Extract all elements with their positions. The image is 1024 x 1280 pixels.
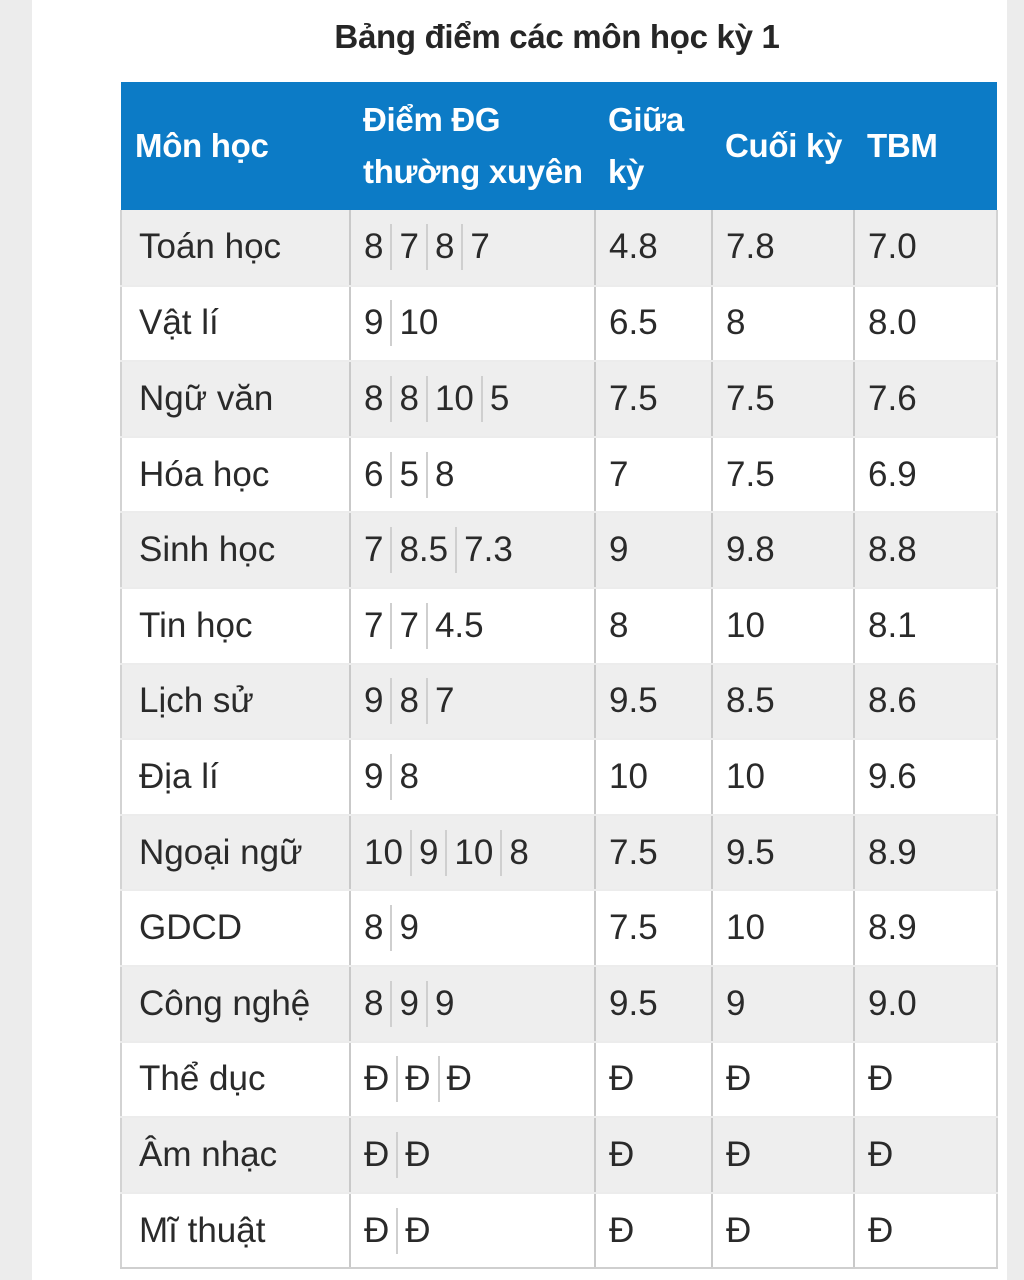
midterm-cell: 6.5 — [595, 286, 712, 362]
regular-score: 7 — [364, 530, 384, 570]
header-midterm-line2: kỳ — [608, 153, 645, 190]
regular-scores-cell — [350, 512, 595, 588]
final-cell: 7.5 — [712, 437, 854, 513]
average-cell: 7.6 — [854, 361, 997, 437]
regular-score: 4.5 — [426, 603, 491, 649]
regular-score: 10 — [364, 832, 403, 872]
regular-scores-cell — [350, 1193, 595, 1269]
regular-scores-cell — [350, 1117, 595, 1193]
regular-score: 7 — [461, 224, 496, 270]
regular-score: 8 — [364, 983, 384, 1023]
header-regular-line2: thường xuyên — [363, 153, 583, 190]
regular-score: 5 — [481, 376, 516, 422]
header-row — [121, 82, 997, 210]
regular-scores-group — [364, 830, 536, 876]
average-cell: Đ — [854, 1042, 997, 1118]
regular-scores-group — [364, 905, 426, 951]
regular-score: 8 — [500, 830, 535, 876]
midterm-cell: 9 — [595, 512, 712, 588]
header-midterm-line1: Giữa — [608, 101, 684, 138]
regular-scores-group — [364, 300, 445, 346]
table-row — [121, 512, 997, 588]
regular-score: 9 — [364, 303, 384, 343]
regular-score: 9 — [426, 981, 461, 1027]
midterm-cell: Đ — [595, 1193, 712, 1269]
regular-scores-cell — [350, 437, 595, 513]
table-row — [121, 1117, 997, 1193]
regular-score: Đ — [396, 1208, 437, 1254]
average-cell: 8.6 — [854, 664, 997, 740]
midterm-cell: 8 — [595, 588, 712, 664]
average-cell: Đ — [854, 1193, 997, 1269]
regular-score: 7 — [390, 603, 425, 649]
regular-score: 9 — [390, 905, 425, 951]
regular-score: 9 — [390, 981, 425, 1027]
table-row — [121, 588, 997, 664]
header-subject-label: Môn học — [135, 127, 269, 164]
table-row — [121, 1042, 997, 1118]
regular-score: Đ — [364, 1059, 390, 1099]
final-cell: 9 — [712, 966, 854, 1042]
header-regular-line1: Điểm ĐG — [363, 101, 501, 138]
header-regular-scores — [350, 82, 595, 210]
subject-cell: Âm nhạc — [121, 1117, 350, 1193]
average-cell: 9.0 — [854, 966, 997, 1042]
midterm-cell: Đ — [595, 1117, 712, 1193]
regular-scores-group — [364, 603, 491, 649]
regular-scores-cell — [350, 966, 595, 1042]
regular-score: Đ — [438, 1056, 479, 1102]
average-cell: 8.8 — [854, 512, 997, 588]
regular-scores-group — [364, 452, 461, 498]
table-row — [121, 361, 997, 437]
regular-score: 8 — [426, 452, 461, 498]
page-title: Bảng điểm các môn học kỳ 1 — [334, 18, 780, 55]
midterm-cell: 7.5 — [595, 815, 712, 891]
table-row — [121, 286, 997, 362]
table-row — [121, 664, 997, 740]
regular-scores-cell — [350, 286, 595, 362]
regular-scores-group — [364, 1056, 479, 1102]
regular-score: Đ — [396, 1132, 437, 1178]
header-subject — [121, 82, 350, 210]
regular-scores-cell — [350, 890, 595, 966]
header-midterm — [595, 82, 712, 210]
regular-score: 8 — [390, 376, 425, 422]
regular-score: 7 — [364, 605, 384, 645]
final-cell: Đ — [712, 1117, 854, 1193]
final-cell: 10 — [712, 588, 854, 664]
regular-scores-group — [364, 527, 520, 573]
midterm-cell: 7.5 — [595, 361, 712, 437]
final-cell: 8.5 — [712, 664, 854, 740]
header-average-label: TBM — [867, 127, 938, 164]
midterm-cell: 9.5 — [595, 664, 712, 740]
regular-score: 8.5 — [390, 527, 455, 573]
regular-scores-group — [364, 1208, 438, 1254]
midterm-cell: 4.8 — [595, 210, 712, 286]
table-row — [121, 890, 997, 966]
final-cell: Đ — [712, 1042, 854, 1118]
midterm-cell: 7.5 — [595, 890, 712, 966]
midterm-cell: 9.5 — [595, 966, 712, 1042]
regular-scores-group — [364, 376, 516, 422]
subject-cell: Lịch sử — [121, 664, 350, 740]
regular-score: Đ — [364, 1134, 390, 1174]
table-row — [121, 739, 997, 815]
table-row — [121, 1193, 997, 1269]
subject-cell: Công nghệ — [121, 966, 350, 1042]
average-cell: 7.0 — [854, 210, 997, 286]
table-row — [121, 437, 997, 513]
midterm-cell: Đ — [595, 1042, 712, 1118]
subject-cell: Ngữ văn — [121, 361, 350, 437]
header-final-label: Cuối kỳ — [725, 127, 843, 164]
regular-score: 8 — [390, 678, 425, 724]
regular-score: 9 — [410, 830, 445, 876]
average-cell: 8.0 — [854, 286, 997, 362]
regular-score: 10 — [426, 376, 481, 422]
regular-score: 10 — [390, 300, 445, 346]
subject-cell: Sinh học — [121, 512, 350, 588]
regular-score: 6 — [364, 454, 384, 494]
table-header — [121, 82, 997, 210]
regular-score: 7.3 — [455, 527, 520, 573]
regular-scores-cell — [350, 739, 595, 815]
final-cell: 10 — [712, 739, 854, 815]
regular-scores-cell — [350, 588, 595, 664]
page-card — [32, 0, 1007, 1280]
table-body — [121, 210, 997, 1268]
final-cell: 7.8 — [712, 210, 854, 286]
regular-score: 8 — [364, 908, 384, 948]
regular-score: 8 — [390, 754, 425, 800]
midterm-cell: 10 — [595, 739, 712, 815]
subject-cell: Địa lí — [121, 739, 350, 815]
average-cell: 8.1 — [854, 588, 997, 664]
regular-score: 8 — [364, 378, 384, 418]
regular-score: Đ — [396, 1056, 437, 1102]
regular-scores-cell — [350, 210, 595, 286]
final-cell: 10 — [712, 890, 854, 966]
header-average — [854, 82, 997, 210]
regular-score: 8 — [364, 227, 384, 267]
regular-scores-cell — [350, 361, 595, 437]
regular-score: 9 — [364, 756, 384, 796]
table-row — [121, 815, 997, 891]
regular-scores-cell — [350, 1042, 595, 1118]
subject-cell: Ngoại ngữ — [121, 815, 350, 891]
average-cell: 8.9 — [854, 890, 997, 966]
header-final — [712, 82, 854, 210]
subject-cell: Thể dục — [121, 1042, 350, 1118]
final-cell: Đ — [712, 1193, 854, 1269]
regular-score: 5 — [390, 452, 425, 498]
subject-cell: GDCD — [121, 890, 350, 966]
regular-scores-group — [364, 1132, 438, 1178]
table-row — [121, 966, 997, 1042]
average-cell: Đ — [854, 1117, 997, 1193]
average-cell: 6.9 — [854, 437, 997, 513]
regular-scores-cell — [350, 664, 595, 740]
midterm-cell: 7 — [595, 437, 712, 513]
final-cell: 8 — [712, 286, 854, 362]
average-cell: 8.9 — [854, 815, 997, 891]
final-cell: 9.8 — [712, 512, 854, 588]
table-row — [121, 210, 997, 286]
regular-scores-group — [364, 224, 497, 270]
subject-cell: Hóa học — [121, 437, 350, 513]
subject-cell: Toán học — [121, 210, 350, 286]
regular-score: 9 — [364, 681, 384, 721]
regular-score: Đ — [364, 1210, 390, 1250]
regular-score: 10 — [445, 830, 500, 876]
regular-scores-group — [364, 981, 461, 1027]
regular-score: 7 — [390, 224, 425, 270]
grade-table — [120, 82, 998, 1269]
final-cell: 9.5 — [712, 815, 854, 891]
regular-scores-cell — [350, 815, 595, 891]
subject-cell: Tin học — [121, 588, 350, 664]
average-cell: 9.6 — [854, 739, 997, 815]
subject-cell: Mĩ thuật — [121, 1193, 350, 1269]
regular-scores-group — [364, 678, 461, 724]
subject-cell: Vật lí — [121, 286, 350, 362]
regular-score: 8 — [426, 224, 461, 270]
final-cell: 7.5 — [712, 361, 854, 437]
regular-score: 7 — [426, 678, 461, 724]
regular-scores-group — [364, 754, 426, 800]
